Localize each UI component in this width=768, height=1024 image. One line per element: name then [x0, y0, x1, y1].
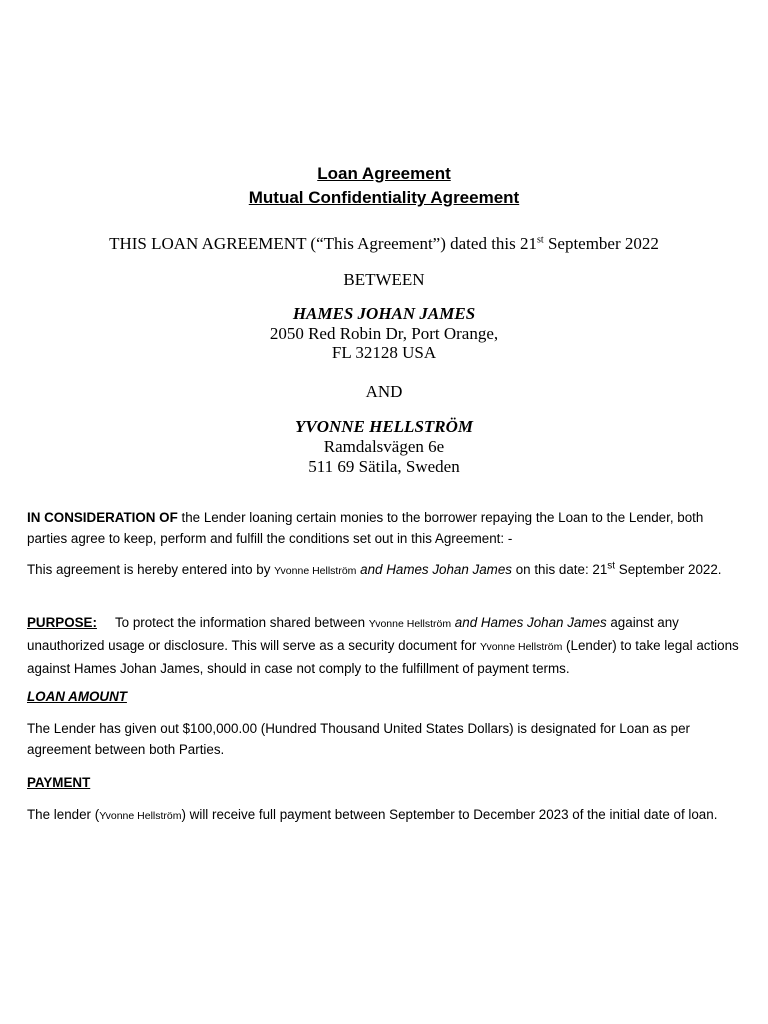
party-2-name: YVONNE HELLSTRÖM: [294, 417, 474, 436]
consideration-text: the Lender loaning certain monies to the borrower repaying the Loan to the Lender, both parties agree to keep, perform and fulfill the conditions set out in this Agreement: -: [27, 510, 704, 546]
title-loan-agreement: Loan Agreement: [317, 164, 451, 183]
entered-lender-name: Yvonne Hellström: [274, 565, 357, 577]
purpose-lender-name-2: Yvonne Hellström: [480, 641, 563, 653]
loan-amount-paragraph: The Lender has given out $100,000.00 (Hundred Thousand United States Dollars) is designated for Loan as per agreement between both Parties.: [27, 721, 691, 757]
entered-borrower-name: and Hames Johan James: [356, 562, 512, 577]
entered-text-1: This agreement is hereby entered into by: [27, 562, 275, 577]
party-1-name: HAMES JOHAN JAMES: [292, 304, 476, 323]
consideration-paragraph: [27, 507, 743, 549]
party-1-address-line-2: FL 32128 USA: [331, 343, 437, 362]
payment-text-2: ) will receive full payment between September to December 2023 of the initial date of loan.: [181, 807, 718, 822]
intro-prefix: THIS LOAN AGREEMENT (“This Agreement”) dated this 21: [109, 234, 538, 253]
purpose-label: PURPOSE:: [27, 615, 97, 630]
purpose-text-2: against any unauthorized usage or disclosure. This will serve as a security document for: [27, 615, 679, 653]
purpose-text-1: To protect the information shared between: [114, 615, 369, 630]
payment-heading: PAYMENT: [27, 775, 91, 790]
purpose-lender-name-1: Yvonne Hellström: [368, 618, 452, 630]
and-label: AND: [365, 382, 403, 401]
party-2-address-line-2: 511 69 Sätila, Sweden: [308, 457, 460, 476]
entered-sup: st: [607, 560, 616, 572]
intro-line: [0, 234, 768, 254]
entered-paragraph: [27, 559, 743, 582]
entered-text-2: on this date: 21: [511, 562, 608, 577]
party-1-address-line-1: 2050 Red Robin Dr, Port Orange,: [269, 324, 499, 343]
purpose-text-3: (Lender) to take legal actions against Hames Johan James, should in case not comply to the fulfillment of payment terms.: [27, 638, 739, 676]
payment-paragraph: [27, 804, 743, 827]
title-confidentiality-agreement: Mutual Confidentiality Agreement: [248, 188, 520, 207]
intro-sup: st: [537, 234, 544, 246]
payment-lender-name: Yvonne Hellström: [99, 810, 182, 822]
between-label: BETWEEN: [343, 270, 425, 289]
consideration-lead: IN CONSIDERATION OF: [27, 510, 178, 525]
purpose-paragraph: [27, 612, 743, 679]
intro-suffix: September 2022: [543, 234, 659, 253]
entered-text-3: September 2022.: [615, 562, 722, 577]
payment-text-1: The lender (: [27, 807, 100, 822]
purpose-borrower-name: and Hames Johan James: [451, 615, 607, 630]
party-2-address-line-1: Ramdalsvägen 6e: [323, 437, 445, 456]
loan-amount-heading: LOAN AMOUNT: [27, 689, 127, 704]
